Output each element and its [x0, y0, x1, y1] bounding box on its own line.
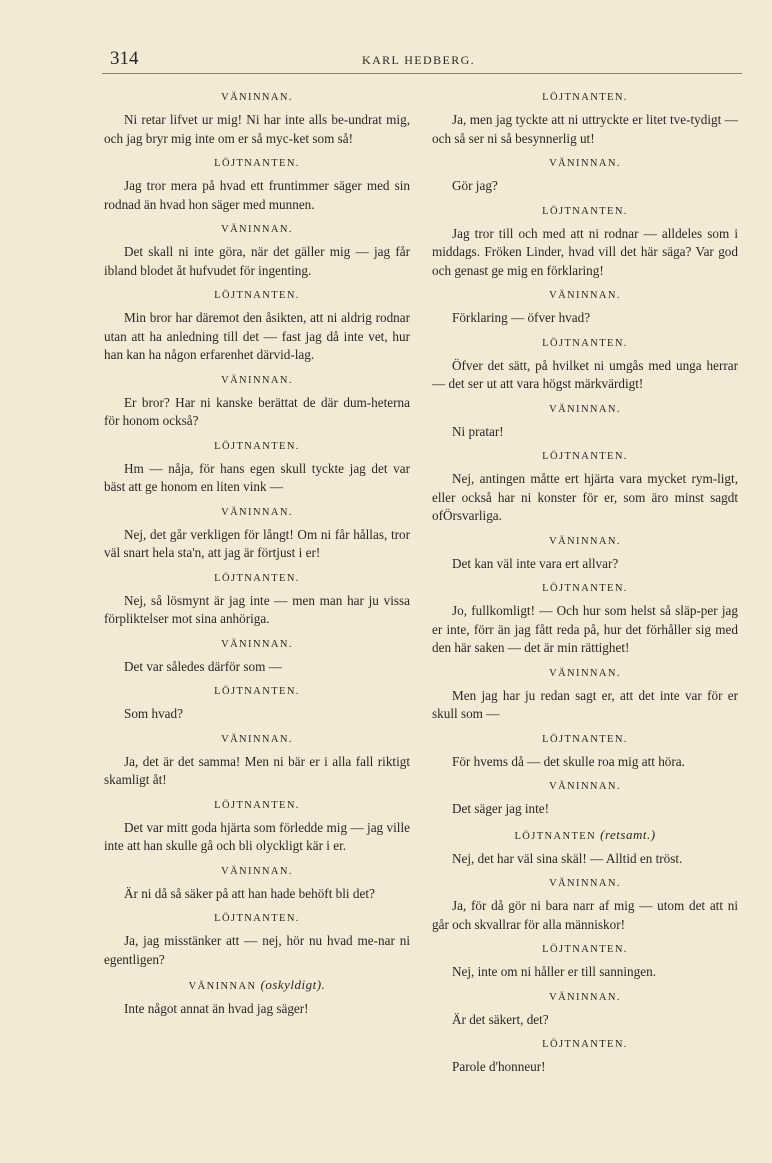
speaker-label: VÄNINNAN. [549, 667, 621, 679]
page-number: 314 [110, 48, 139, 69]
dialogue-line: Er bror? Har ni kanske berättat de där dum-heterna för honom också? [104, 394, 410, 428]
speaker-name [432, 402, 738, 418]
dialogue-line: Ja, jag misstänker att — nej, hör nu hvad me-nar ni egentligen? [104, 933, 410, 967]
speaker-label: LÖJTNANTEN. [214, 290, 300, 301]
dialogue-line: Parole d'honneur! [452, 1059, 546, 1074]
speaker-name [432, 732, 738, 748]
speaker-name [104, 505, 410, 521]
left-column [104, 90, 410, 1027]
speaker-name [432, 336, 738, 352]
speaker-name [104, 373, 410, 389]
speaker-name [104, 156, 410, 172]
dialogue-line: Ni retar lifvet ur mig! Ni har inte alls be-undrat mig, och jag bryr mig inte om er så myc-ket som så! [104, 112, 410, 146]
dialogue-line: Nej, inte om ni håller er till sanningen. [452, 964, 656, 979]
speaker-label: LÖJTNANTEN. [214, 440, 300, 452]
dialogue-line: Det var således därför som — [124, 658, 282, 674]
speaker-name [104, 288, 410, 304]
dialogue-line: Är det säkert, det? [452, 1011, 549, 1027]
speaker-label: VÄNINNAN [188, 981, 257, 992]
speaker-name [432, 204, 738, 220]
header-rule [102, 73, 742, 74]
dialogue-line: Men jag har ju redan sagt er, att det inte var för er skull som — [432, 687, 738, 721]
speaker-label: LÖJTNANTEN. [542, 451, 628, 462]
speaker-label: VÄNINNAN. [549, 535, 621, 547]
speaker-label: VÄNINNAN. [221, 374, 293, 386]
dialogue-line: Hm — nåja, för hans egen skull tyckte jag det var bäst att ge honom en liten vink — [104, 460, 410, 494]
dialogue-line: Jag tror mera på hvad ett fruntimmer säger med sin rodnad än hvad hon säger med munnen. [104, 178, 410, 212]
speaker-name [104, 637, 410, 653]
speaker-label: LÖJTNANTEN. [214, 572, 300, 584]
speaker-label: VÄNINNAN. [549, 158, 621, 169]
speaker-label: VÄNINNAN. [549, 878, 621, 889]
speaker-name [104, 977, 410, 995]
dialogue-line: Nej, antingen måtte ert hjärta vara mycket rym-ligt, eller också har ni konster för er, som äro minst sagdt ofÖrsvarliga. [432, 471, 738, 523]
speaker-label: VÄNINNAN. [221, 224, 293, 235]
speaker-name [104, 439, 410, 455]
dialogue-line: Det skall ni inte göra, när det gäller mig — jag får ibland blodet åt hufvudet för ingenting. [104, 244, 410, 278]
speaker-label: LÖJTNANTEN. [542, 205, 628, 217]
stage-direction: (retsamt.) [600, 826, 656, 842]
page-header [102, 46, 742, 76]
speaker-name [104, 90, 410, 106]
dialogue-line: Inte något annat än hvad jag säger! [124, 1001, 309, 1016]
dialogue-line: Ni pratar! [452, 423, 504, 439]
dialogue-line: Nej, det går verkligen för långt! Om ni får hållas, tror väl snart hela sta'n, att jag är förtjust i er! [104, 526, 410, 560]
dialogue-line: Förklaring — öfver hvad? [452, 310, 591, 325]
running-head: KARL HEDBERG. [362, 53, 476, 67]
speaker-label: VÄNINNAN. [221, 733, 293, 745]
speaker-label: LÖJTNANTEN. [542, 733, 628, 745]
speaker-name [432, 581, 738, 597]
dialogue-line: Ja, det är det samma! Men ni bär er i alla fall riktigt skamligt åt! [104, 753, 410, 787]
speaker-name [432, 534, 738, 550]
dialogue-line: Öfver det sätt, på hvilket ni umgås med unga herrar — det ser ut att vara högst märkvärdigt! [432, 357, 738, 391]
dialogue-line: Som hvad? [124, 706, 183, 721]
speaker-name [432, 827, 738, 845]
dialogue-line: Det kan väl inte vara ert allvar? [452, 555, 619, 571]
speaker-label: LÖJTNANTEN. [214, 158, 300, 169]
dialogue-line: Gör jag? [452, 178, 498, 193]
right-column [432, 90, 738, 1085]
speaker-label: LÖJTNANTEN. [542, 583, 628, 594]
speaker-name [104, 798, 410, 814]
speaker-label: VÄNINNAN. [549, 991, 621, 1003]
speaker-label: LÖJTNANTEN. [214, 799, 300, 811]
speaker-name [104, 222, 410, 238]
speaker-name [432, 90, 738, 106]
speaker-name [104, 864, 410, 880]
speaker-name [432, 156, 738, 172]
speaker-label: VÄNINNAN. [221, 638, 293, 650]
speaker-label: VÄNINNAN. [549, 403, 621, 415]
speaker-name [104, 571, 410, 587]
speaker-name [432, 666, 738, 682]
speaker-label: LÖJTNANTEN. [542, 944, 628, 955]
speaker-name [432, 876, 738, 892]
speaker-label: LÖJTNANTEN. [542, 337, 628, 349]
speaker-label: LÖJTNANTEN. [214, 913, 300, 924]
speaker-label: VÄNINNAN. [221, 506, 293, 518]
speaker-label: VÄNINNAN. [221, 865, 293, 877]
speaker-label: VÄNINNAN. [221, 92, 293, 103]
dialogue-line: Är ni då så säker på att han hade behöft bli det? [124, 885, 375, 901]
stage-direction: (oskyldigt). [260, 977, 326, 992]
speaker-label: LÖJTNANTEN. [214, 686, 300, 697]
speaker-name [432, 1037, 738, 1053]
speaker-label: LÖJTNANTEN. [542, 1039, 628, 1050]
dialogue-line: Jo, fullkomligt! — Och hur som helst så släp-per jag er inte, förr än jag fått reda på, hur det förhåller sig med den här saken — det är min rättighet! [432, 603, 738, 655]
dialogue-line: Det var mitt goda hjärta som förledde mig — jag ville inte att han skulle gå och bli olyckligt kär i er. [104, 819, 410, 853]
speaker-name [432, 449, 738, 465]
speaker-label: LÖJTNANTEN [514, 830, 597, 842]
speaker-name [104, 684, 410, 700]
speaker-label: VÄNINNAN. [549, 290, 621, 301]
dialogue-line: Ja, men jag tyckte att ni uttryckte er litet tve-tydigt — och så ser ni så besynnerlig ut! [432, 112, 738, 146]
speaker-name [432, 779, 738, 795]
dialogue-line: Min bror har däremot den åsikten, att ni aldrig rodnar utan att ha anledning till det — fast jag då inte vet, hur han kan ha någon erfarenhet därvid-lag. [104, 310, 410, 362]
speaker-name [104, 911, 410, 927]
dialogue-line: Ja, för då gör ni bara narr af mig — utom det att ni går och skvallrar för alla människor! [432, 898, 738, 932]
speaker-name [432, 990, 738, 1006]
speaker-name [104, 732, 410, 748]
speaker-name [432, 942, 738, 958]
dialogue-line: Nej, så lösmynt är jag inte — men man har ju vissa förpliktelser mot sina anhöriga. [104, 592, 410, 626]
dialogue-line: Jag tror till och med att ni rodnar — alldeles som i middags. Fröken Linder, hvad vill det här säga? Var god och genast ge mig en förklaring! [432, 225, 738, 278]
speaker-label: LÖJTNANTEN. [542, 92, 628, 103]
dialogue-line: Det säger jag inte! [452, 801, 550, 816]
speaker-label: VÄNINNAN. [549, 781, 621, 792]
speaker-name [432, 288, 738, 304]
dialogue-line: För hvems då — det skulle roa mig att höra. [452, 753, 685, 769]
dialogue-line: Nej, det har väl sina skäl! — Alltid en tröst. [452, 850, 683, 866]
